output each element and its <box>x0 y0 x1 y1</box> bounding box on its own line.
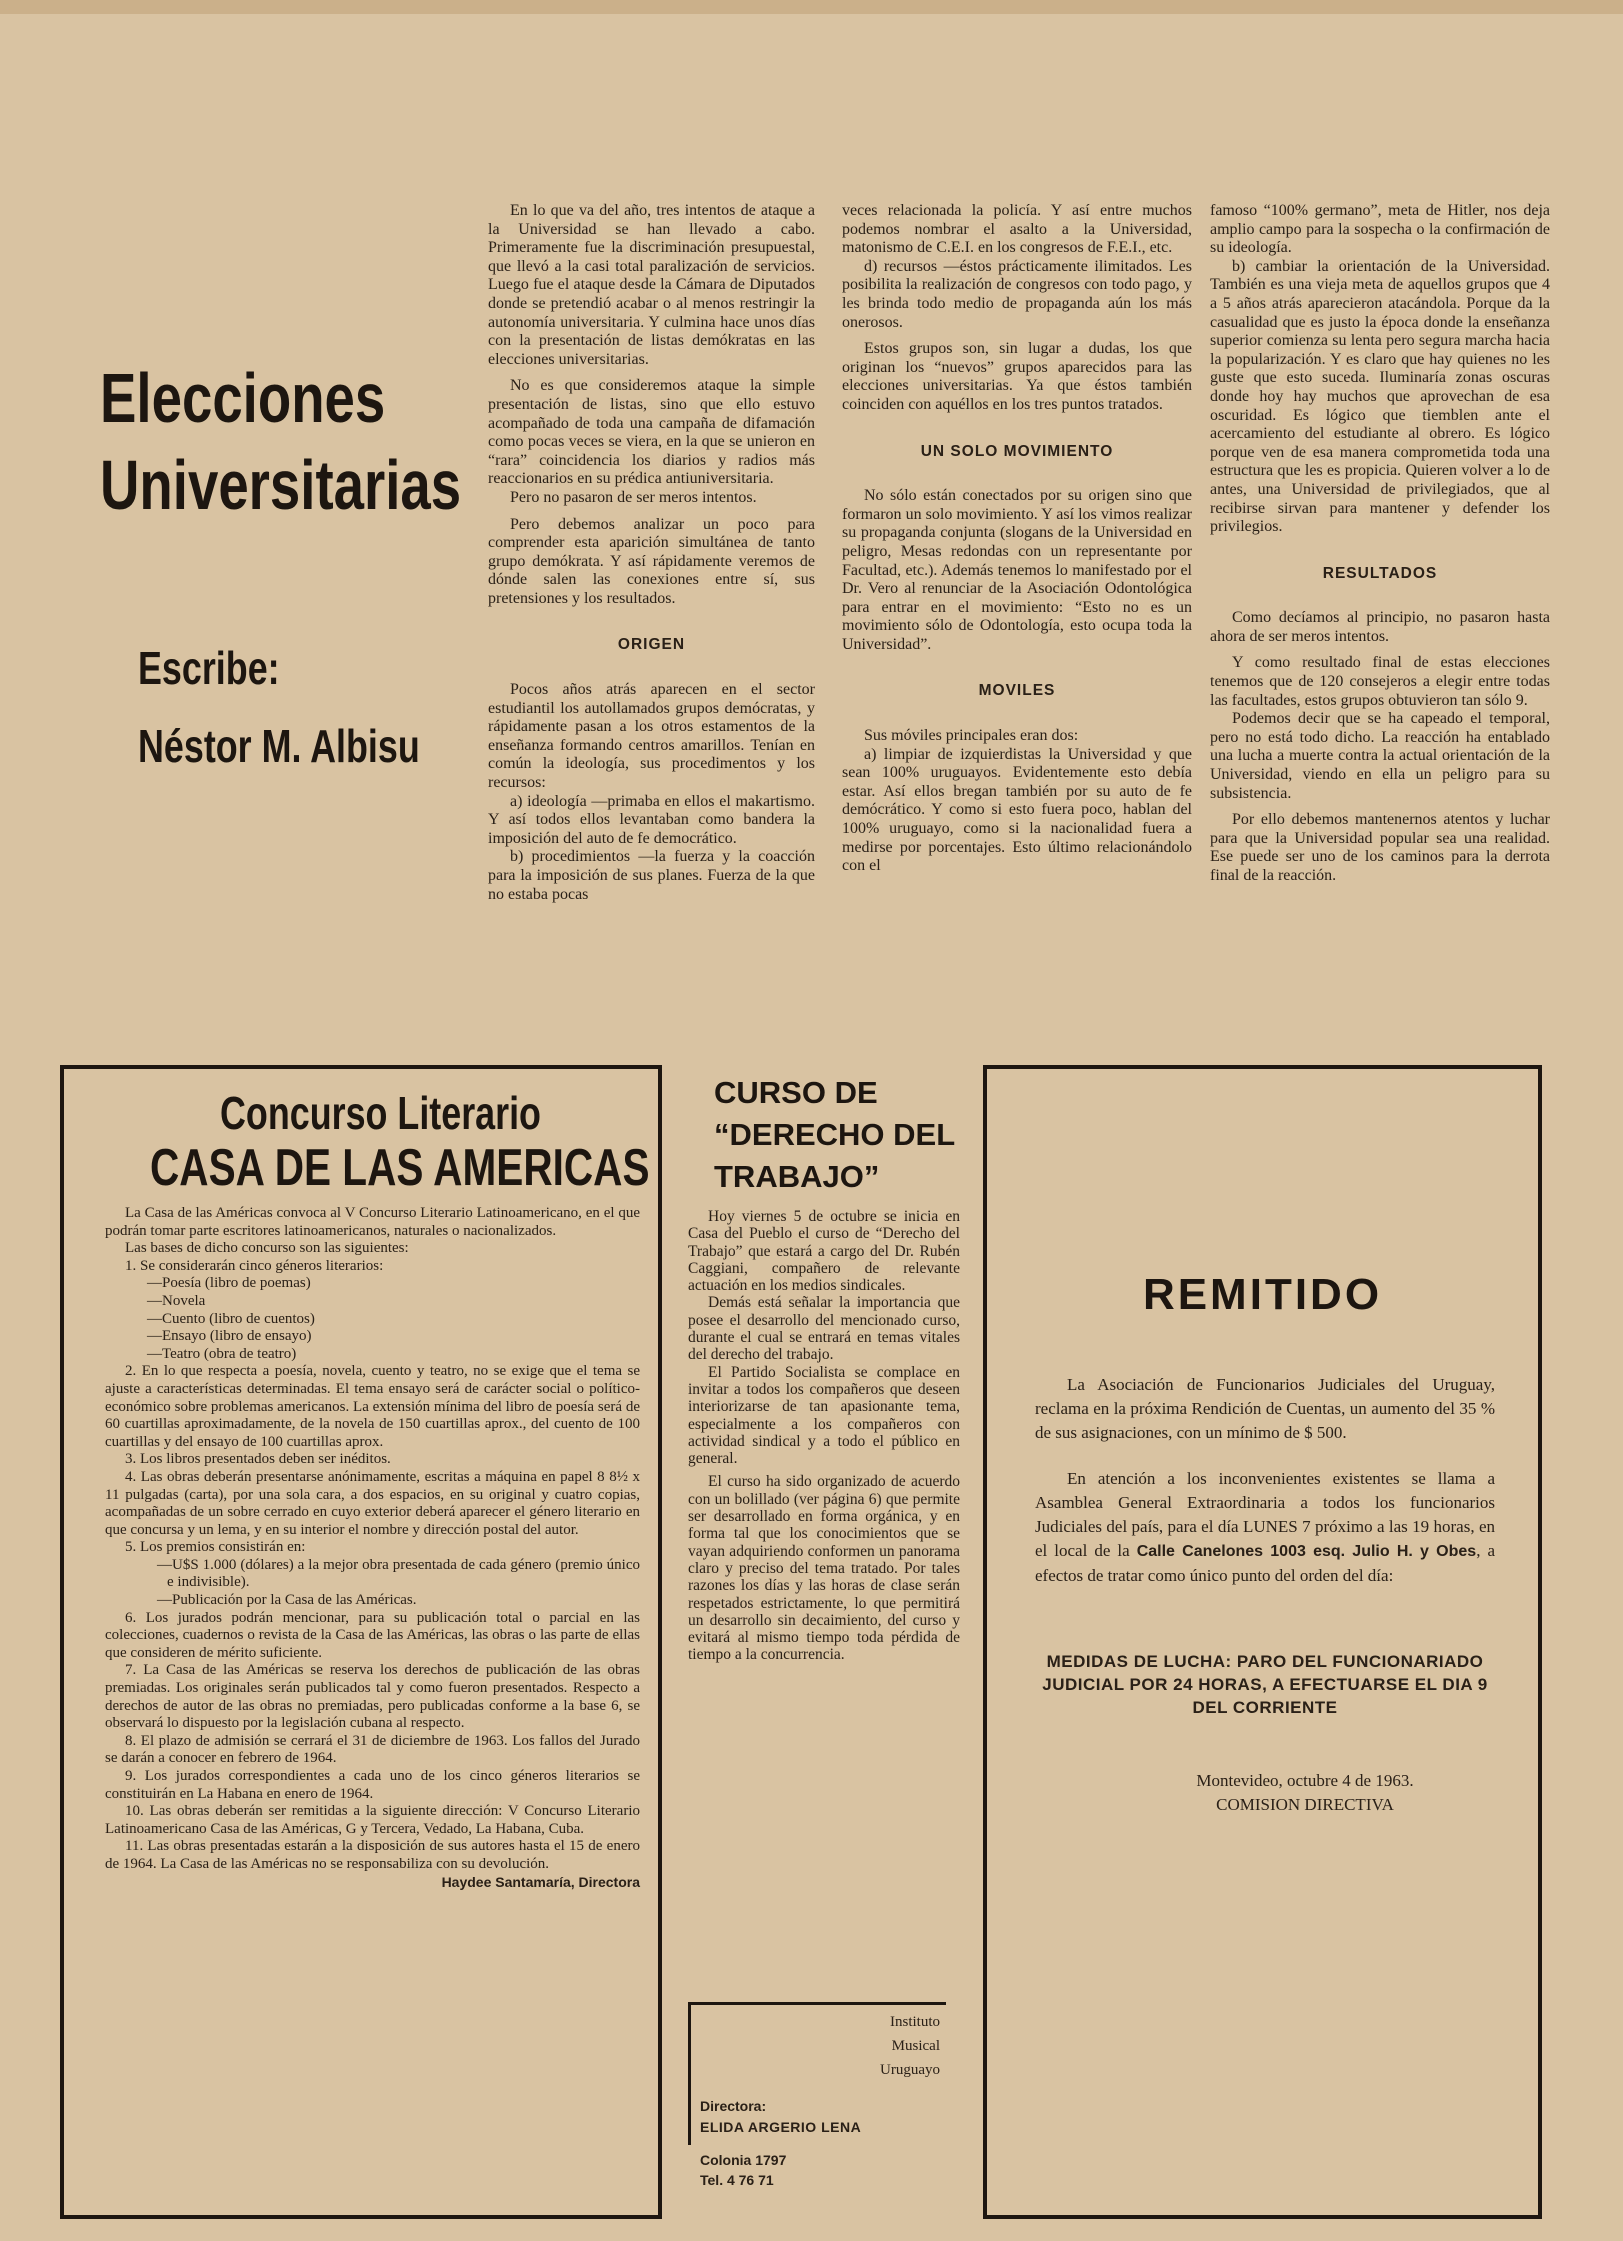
instituto-name-line: Instituto <box>889 2014 940 2030</box>
paragraph: Estos grupos son, sin lugar a dudas, los que originan los “nuevos” grupos aparecidos para las elecciones universitarias. Ya que éstos también coinciden con aquéllos en los tres puntos tratados. <box>842 340 1192 413</box>
instituto-name-line: Musical <box>891 2038 940 2054</box>
remitido-signed: COMISION DIRECTIVA <box>1216 1795 1394 1814</box>
remitido-body <box>1035 1373 1495 1817</box>
author-name: Néstor M. Albisu <box>138 720 420 772</box>
paragraph: El Partido Socialista se complace en invitar a todos los compañeros que deseen interiorizarse de tan apasionante tema, especialmente a los compañeros con actividad sindical y a todo el público en general. <box>688 1363 960 1468</box>
paragraph: Pero no pasaron de ser meros intentos. <box>510 488 757 506</box>
instituto-content <box>700 2010 940 2190</box>
directora-label: Directora: <box>700 2098 767 2114</box>
list-item: 6. Los jurados podrán mencionar, para su publicación total o parcial en las colecciones, cuadernos o revista de la Casa de las Américas, las obras o las parte de ellas que consideren de mérito suficiente. <box>105 1609 640 1661</box>
paragraph: La Casa de las Américas convoca al V Concurso Literario Latinoamericano, en el que podrán tomar parte escritores latinoamericanos, naturales o nacionalizados. <box>105 1205 640 1239</box>
remitido-title: REMITIDO <box>1142 1270 1383 1319</box>
paragraph: En lo que va del año, tres intentos de ataque a la Universidad se han llevado a cabo. Primeramente fue la discriminación presupuestal, que llevó a la casi total paralización de servicios. Luego fue el ataque desde la Cámara de Diputados donde se pretendió acabar o al menos restringir la autonomía universitaria. Y culmina hace unos días con la presentación de listas demókratas en las elecciones universitarias. <box>488 202 815 368</box>
paragraph: b) procedimientos —la fuerza y la coacción para la imposición de sus planes. Fuerza de la que no estaba pocas <box>488 848 815 903</box>
list-item: 3. Los libros presentados deben ser inéditos. <box>125 1451 391 1468</box>
paragraph: Pero debemos analizar un poco para comprender esta aparición simultánea de tanto grupo demókrata. Y así rápidamente veremos de dónde salen las conexiones entre sí, sus pretensiones y los resultados. <box>488 515 815 607</box>
paragraph: d) recursos —éstos prácticamente ilimitados. Les posibilita la realización de congresos con todo pago, y les brinda todo medio de propaganda aún los más onerosos. <box>842 257 1192 331</box>
list-item: 2. En lo que respecta a poesía, novela, cuento y teatro, no se exige que el tema se ajuste a características determinadas. El tema ensayo será de carácter social o político-económico sobre problemas americanos. La extensión mínima del libro de poesía será de 60 cuartillas aproximadamente, de la novela de 150 cuartillas aprox., del cuento de 100 cuartillas y del ensayo de 100 cuartillas aprox. <box>105 1363 640 1450</box>
list-item: —Cuento (libro de cuentos) <box>147 1310 315 1327</box>
paragraph: Como decíamos al principio, no pasaron hasta ahora de ser meros intentos. <box>1210 609 1550 645</box>
signature: Haydee Santamaría, Directora <box>441 1873 640 1890</box>
section-heading-movimiento: UN SOLO MOVIMIENTO <box>920 442 1114 460</box>
paragraph: Sus móviles principales eran dos: <box>864 727 1079 745</box>
paragraph: Las bases de dicho concurso son las siguientes: <box>125 1240 409 1257</box>
list-item: —Novela <box>147 1292 206 1309</box>
instituto-name-line: Uruguayo <box>880 2062 940 2078</box>
list-item: 11. Las obras presentadas estarán a la disposición de sus autores hasta el 15 de enero de 1964. La Casa de las Américas no se responsabiliza con su devolución. <box>105 1838 640 1872</box>
instituto-phone: Tel. 4 76 71 <box>700 2172 774 2188</box>
paragraph: Podemos decir que se ha capeado el temporal, pero no está todo dicho. La reacción ha entablado una lucha a muerte contra la actual orientación de la Universidad, viendo en ella un peligro para su subsistencia. <box>1210 710 1550 802</box>
article-column-1 <box>488 202 815 904</box>
list-item: 4. Las obras deberán presentarse anónimamente, escritas a máquina en papel 8 8½ x 11 pulgadas (carta), por una sola cara, a dos espacios, en su original y cuatro copias, acompañadas de un sobre cerrado en cuyo exterior deberá aparecer el género literario en que concursa y un lema, y en su interior el nombre y dirección postal del autor. <box>105 1468 640 1538</box>
concurso-subtitle: CASA DE LAS AMERICAS <box>150 1139 650 1197</box>
paragraph: No es que consideremos ataque la simple presentación de listas, sino que ello estuvo acompañado de toda una campaña de difamación como pocas veces se viera, en la que se unieron en “rara” coincidencia los diarios y radios más reaccionarios en su prédica antiuniversitaria. <box>488 377 815 488</box>
list-item: 10. Las obras deberán ser remitidas a la siguiente dirección: V Concurso Literario Latinoamericano Casa de las Américas, G y Tercera, Vedado, La Habana, Cuba. <box>105 1803 640 1837</box>
byline-label: Escribe: <box>138 642 280 694</box>
paragraph: Pocos años atrás aparecen en el sector estudiantil los autollamados grupos demócratas, y rápidamente pasan a los otros estamentos de la enseñanza formando centros amarillos. Tenían en común la ideología, sus procedimentos y los recursos: <box>488 681 815 792</box>
instituto-address: Colonia 1797 <box>700 2152 787 2168</box>
list-item: 7. La Casa de las Américas se reserva los derechos de publicación de las obras premiadas. Los originales serán publicados tal y como fueron presentados. Respecto a derechos de autor de las obras no premiadas, pero publicadas conforme a la base 6, se observará lo dispuesto por la legislación cubana al respecto. <box>105 1662 640 1732</box>
article-column-2 <box>842 202 1192 876</box>
list-item: 9. Los jurados correspondientes a cada uno de los cinco géneros literarios se constituirán en La Habana en enero de 1964. <box>105 1768 640 1802</box>
text-span: 7 próximo a las 19 horas, en el local de la <box>1035 1517 1496 1560</box>
curso-title-line: TRABAJO” <box>714 1159 880 1194</box>
list-item: —U$S 1.000 (dólares) a la mejor obra presentada de cada género (premio único e indivisible). <box>157 1556 640 1591</box>
paragraph: a) ideología —primaba en ellos el makartismo. Y así todos ellos levantaban como bandera la imposición del auto de fe democrático. <box>488 792 815 847</box>
paragraph: Demás está señalar la importancia que posee el desarrollo del mencionado curso, durante el cual se entrará en temas vitales del derecho del trabajo. <box>688 1294 960 1364</box>
curso-body <box>688 1208 960 1664</box>
paragraph: famoso “100% germano”, meta de Hitler, nos deja amplio campo para la sospecha o la confirmación de su ideología. <box>1210 202 1550 257</box>
section-heading-origen: ORIGEN <box>617 636 686 654</box>
paragraph: El curso ha sido organizado de acuerdo con un bolillado (ver página 6) que permite ser desarrollado en forma orgánica, y en forma tal que los conocimientos que se vayan adquiriendo conformen un panorama claro y preciso del tema tratado. Por tales razones los días y las horas de clase serán respetados estrictamente, lo que permitirá un desarrollo sin decaimiento, del curso y evitará al mismo tiempo toda pérdida de tiempo a la concurrencia. <box>688 1473 960 1664</box>
section-heading-moviles: MOVILES <box>978 682 1056 700</box>
list-item: 5. Los premios consistirán en: <box>125 1539 306 1556</box>
list-item: —Ensayo (libro de ensayo) <box>147 1328 312 1345</box>
paragraph: Y como resultado final de estas elecciones tenemos que de 120 consejeros a elegir entre todas las facultades, estos grupos obtuvieron tan sólo 9. <box>1210 654 1550 709</box>
curso-title <box>714 1072 955 1198</box>
paragraph: Por ello debemos mantenernos atentos y luchar para que la Universidad popular sea una realidad. Ese puede ser uno de los caminos para la derrota final de la reacción. <box>1210 811 1550 884</box>
article-column-3 <box>1210 202 1550 886</box>
paragraph: Hoy viernes 5 de octubre se inicia en Casa del Pueblo el curso de “Derecho del Trabajo” que estará a cargo del Dr. Rubén Caggiani, compañero de relevante actuación en los medios sindicales. <box>688 1208 960 1295</box>
curso-title-line: CURSO DE <box>714 1075 878 1110</box>
concurso-title: Concurso Literario <box>220 1087 541 1139</box>
page-top-edge <box>0 0 1623 14</box>
measures-announcement: MEDIDAS DE LUCHA: PARO DEL FUNCIONARIADO JUDICIAL POR 24 HORAS, A EFECTUARSE EL DIA 9 DEL CORRIENTE <box>1042 1652 1488 1717</box>
paragraph: veces relacionada la policía. Y así entre muchos podemos nombrar el asalto a la Universidad, matonismo de C.E.I. en los congresos de F.E.I., etc. <box>842 202 1192 257</box>
text-span: , a efectos de tratar como único punto del orden del día: <box>1035 1541 1495 1585</box>
article-title-line2: Universitarias <box>100 446 462 524</box>
list-item: 1. Se considerarán cinco géneros literarios: <box>125 1257 384 1274</box>
paragraph: b) cambiar la orientación de la Universidad. También es una vieja meta de aquellos grupos que 4 a 5 años atrás aparecieron atacándola. Porque da la casualidad que es justo la época donde la enseñanza superior comienza su lenta pero segura marcha hacia la popularización. Y es claro que hay quienes no les guste que esto suceda. Iluminaría zonas oscuras donde hoy hay muchos que aprovechan de esa oscuridad. Es lógico que tiemblen ante el acercamiento del estudiante al obrero. Es lógico porque ven de esa manera comprometida toda una estructura que les es propicia. Quieren volver a lo de antes, una Universidad de privilegiados, que al recibirse sirvan para mantener y defender los privilegios. <box>1210 257 1550 536</box>
list-item: —Poesía (libro de poemas) <box>147 1275 311 1292</box>
paragraph: La Asociación de Funcionarios Judiciales del Uruguay, reclama en la próxima Rendición de Cuentas, un aumento del 35 % de sus asignaciones, con un mínimo de $ 500. <box>1035 1375 1495 1442</box>
section-heading-resultados: RESULTADOS <box>1322 564 1438 582</box>
list-item: 8. El plazo de admisión se cerrará el 31 de diciembre de 1963. Los fallos del Jurado se darán a conocer en febrero de 1964. <box>105 1732 640 1767</box>
list-item: —Teatro (obra de teatro) <box>147 1345 297 1362</box>
paragraph <box>1035 1467 1495 1588</box>
meeting-place: Calle Canelones 1003 esq. Julio H. y Obes <box>1136 1543 1477 1560</box>
paragraph: a) limpiar de izquierdistas la Universidad y que sean 100% uruguayos. Evidentemente esto debía estar. Así ellos bregan también por su auto de fe demócrático. Y como si esto fuera poco, hablan del 100% uruguayo, como si la nacionalidad fuera a medirse por porcentajes. Esto último relacionándolo con el <box>842 745 1192 875</box>
article-title-line1: Elecciones <box>100 359 386 437</box>
text-span: En atención a los inconvenientes existentes se llama a Asamblea General Extraordinaria a todos los funcionarios Judiciales del país, para el día <box>1035 1469 1495 1536</box>
paragraph: No sólo están conectados por su origen sino que formaron un solo movimiento. Y así los vimos realizar su propaganda conjunta (slogans de la Universidad en peligro, Mesas redondas con un representante por Facultad, etc.). Además tenemos lo manifestado por el Dr. Vero al renunciar de la Asociación Odontológica para entrar en el movimiento: “Esto no es un movimiento sólo de Odontología, esto ocupa toda la Universidad”. <box>842 487 1192 653</box>
directora-name: ELIDA ARGERIO LENA <box>700 2119 862 2135</box>
concurso-body <box>105 1205 640 1891</box>
remitido-date: Montevideo, octubre 4 de 1963. <box>1196 1771 1414 1790</box>
list-item: —Publicación por la Casa de las Américas. <box>157 1592 417 1609</box>
curso-title-line: “DERECHO DEL <box>714 1117 956 1152</box>
text-span: LUNES <box>1242 1517 1298 1536</box>
